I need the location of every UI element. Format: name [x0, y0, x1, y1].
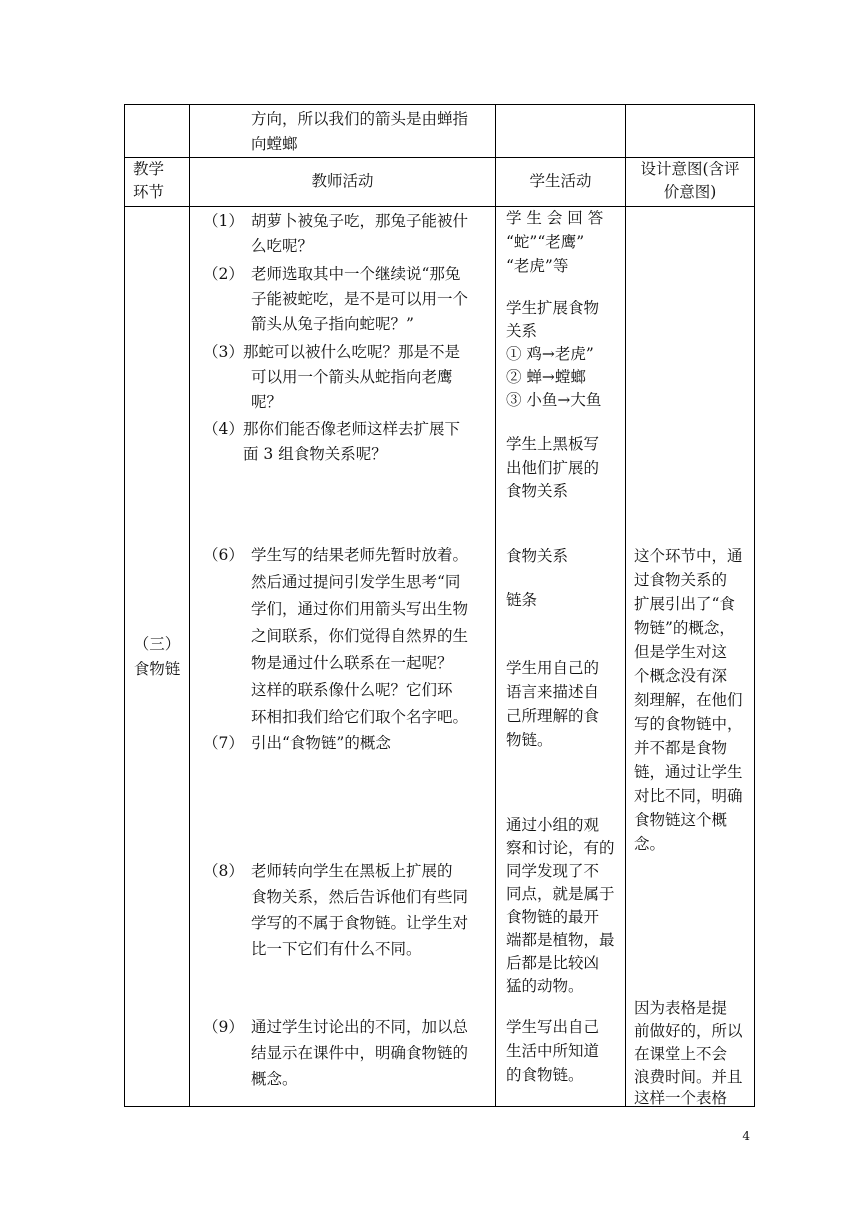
design-line: 因为表格是提 [634, 999, 728, 1017]
student-line: 生活中所知道 [506, 1042, 600, 1060]
teacher-item-line: 引出“食物链”的概念 [251, 734, 391, 752]
teacher-item-line: 老师选取其中一个继续说“那兔 [251, 265, 461, 283]
teacher-item-num: （9） [203, 1018, 244, 1036]
teacher-item-line: 比一下它们有什么不同。 [251, 940, 422, 958]
header-teacher-activity: 教师活动 [311, 172, 374, 190]
teacher-item-line: 子能被蛇吃，是不是可以用一个 [251, 290, 469, 308]
col-border-4 [754, 104, 755, 1107]
design-line: 链，通过让学生 [634, 763, 743, 781]
teacher-item-line: 学们，通过你们用箭头写出生物 [251, 600, 469, 618]
teacher-item-line: 那你们能否像老师这样去扩展下 [243, 420, 461, 438]
teacher-item-line: 之间联系，你们觉得自然界的生 [251, 627, 469, 645]
student-line: ① 鸡→老虎” [506, 345, 594, 363]
design-line: 刻理解，在他们 [634, 691, 743, 709]
stage-title: 食物链 [133, 660, 181, 678]
design-line: 食物链这个概 [634, 811, 728, 829]
stage-number: （三） [133, 635, 181, 653]
design-line: 在课堂上不会 [634, 1045, 728, 1063]
page-number: 4 [742, 1129, 750, 1143]
teacher-item-num: （1） [203, 212, 244, 230]
student-line: 的食物链。 [506, 1066, 584, 1084]
teacher-item-line: 环相扣我们给它们取个名字吧。 [251, 708, 469, 726]
teacher-item-line: 这样的联系像什么呢？它们环 [251, 681, 453, 699]
student-line: 关系 [506, 322, 538, 340]
col-border-1 [189, 104, 190, 1107]
teacher-item-num: （3） [203, 343, 244, 361]
student-line: “老虎”等 [506, 257, 569, 275]
teacher-item-line: 呢？ [251, 393, 283, 411]
student-line: 链条 [506, 591, 538, 609]
teacher-item-line: 然后通过提问引发学生思考“同 [251, 573, 461, 591]
student-line: 食物链的最开 [506, 908, 600, 926]
design-line: 这个环节中，通 [634, 547, 743, 565]
design-line: 物链”的概念， [634, 619, 735, 637]
teacher-item-line: 结显示在课件中，明确食物链的 [251, 1044, 469, 1062]
header-student-activity: 学生活动 [529, 172, 592, 190]
student-line: 猛的动物。 [506, 977, 584, 995]
teacher-item-line: 概念。 [251, 1070, 298, 1088]
header-design-line-1: 设计意图(含评 [640, 160, 740, 178]
teacher-item-line: 胡萝卜被兔子吃，那兔子能被什 [251, 212, 469, 230]
top-row-line-2: 向螳螂 [251, 135, 298, 153]
teacher-item-line: 面 3 组食物关系呢？ [243, 445, 387, 463]
student-line: 出他们扩展的 [506, 459, 600, 477]
teacher-item-line: 学写的不属于食物链。让学生对 [251, 914, 469, 932]
teacher-item-line: 通过学生讨论出的不同，加以总 [251, 1018, 469, 1036]
teacher-item-line: 学生写的结果老师先暂时放着。 [251, 546, 469, 564]
teacher-item-num: （4） [203, 420, 244, 438]
student-line: 学生写出自己 [506, 1018, 600, 1036]
student-line: ③ 小鱼→大鱼 [506, 391, 602, 409]
student-line: 察和讨论，有的 [506, 839, 615, 857]
col-border-3 [625, 104, 626, 1107]
col-border-0 [124, 104, 125, 1107]
design-line: 这样一个表格 [634, 1089, 728, 1107]
student-line: 学生用自己的 [506, 659, 600, 677]
table-top-border [124, 104, 755, 105]
teacher-item-line: 老师转向学生在黑板上扩展的 [251, 862, 453, 880]
col-border-2 [495, 104, 496, 1107]
teacher-item-line: 食物关系，然后告诉他们有些同 [251, 888, 469, 906]
student-line: 学 生 会 回 答 [506, 209, 604, 227]
teacher-item-line: 那蛇可以被什么吃呢？那是不是 [243, 343, 461, 361]
teacher-item-num: （6） [203, 546, 244, 564]
student-line: 后都是比较凶 [506, 954, 600, 972]
header-design-line-2: 价意图) [663, 183, 717, 201]
header-bottom-border [124, 206, 755, 207]
student-line: 物链。 [506, 731, 553, 749]
design-line: 前做好的，所以 [634, 1022, 743, 1040]
design-line: 过食物关系的 [634, 571, 728, 589]
teacher-item-num: （2） [203, 265, 244, 283]
design-line: 个概念没有深 [634, 667, 728, 685]
student-line: 己所理解的食 [506, 707, 600, 725]
student-line: 通过小组的观 [506, 816, 600, 834]
header-stage-line-1: 教学 [133, 160, 165, 178]
design-line: 扩展引出了“食 [634, 595, 735, 613]
student-line: 同点，就是属于 [506, 885, 615, 903]
student-line: 同学发现了不 [506, 862, 600, 880]
student-line: 食物关系 [506, 547, 569, 565]
design-line: 但是学生对这 [634, 643, 728, 661]
header-stage-line-2: 环节 [133, 183, 165, 201]
teacher-item-num: （7） [203, 734, 244, 752]
design-line: 并不都是食物 [634, 739, 728, 757]
design-line: 浪费时间。并且 [634, 1068, 743, 1086]
teacher-item-line: 么吃呢？ [251, 237, 314, 255]
design-line: 写的食物链中， [634, 715, 743, 733]
teacher-item-num: （8） [203, 862, 244, 880]
top-row-line-1: 方向，所以我们的箭头是由蝉指 [251, 110, 469, 128]
student-line: 学生上黑板写 [506, 435, 600, 453]
design-line: 对比不同，明确 [634, 787, 743, 805]
student-line: ② 蝉→螳螂 [506, 368, 586, 386]
student-line: 语言来描述自 [506, 683, 600, 701]
teacher-item-line: 可以用一个箭头从蛇指向老鹰 [251, 368, 453, 386]
design-line: 念。 [634, 835, 666, 853]
teacher-item-line: 物是通过什么联系在一起呢？ [251, 654, 453, 672]
teacher-item-line: 箭头从兔子指向蛇呢？” [251, 315, 414, 333]
student-line: 食物关系 [506, 482, 569, 500]
student-line: 学生扩展食物 [506, 299, 600, 317]
student-line: “蛇”“老鹰” [506, 233, 585, 251]
student-line: 端都是植物，最 [506, 931, 615, 949]
